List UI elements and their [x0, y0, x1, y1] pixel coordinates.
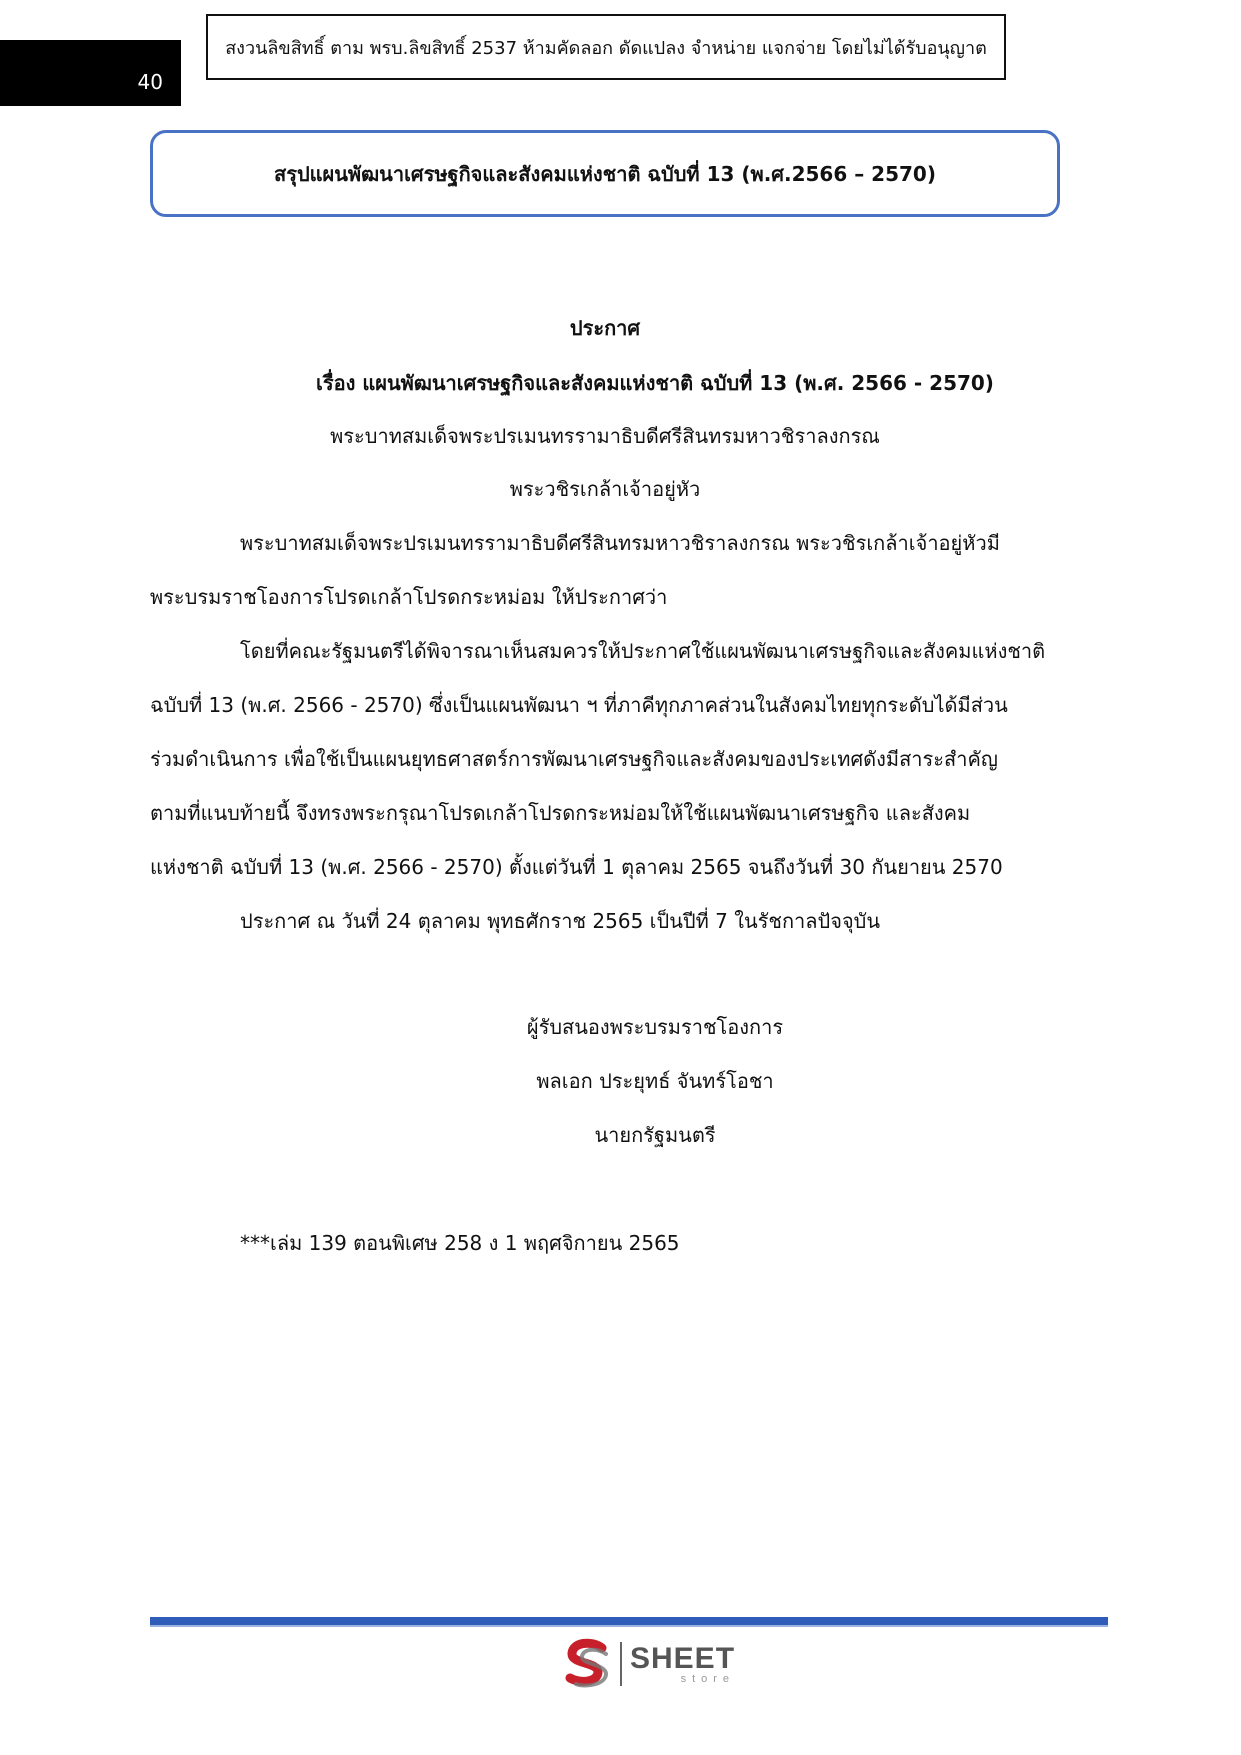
paragraph-2-line-2: ฉบับที่ 13 (พ.ศ. 2566 - 2570) ซึ่งเป็นแผนพัฒนา ฯ ที่ภาคีทุกภาคส่วนในสังคมไทยทุกระดับได้มีส่วน — [150, 693, 1008, 717]
paragraph-2-line-1: โดยที่คณะรัฐมนตรีได้พิจารณาเห็นสมควรให้ประกาศใช้แผนพัฒนาเศรษฐกิจและสังคมแห่งชาติ — [240, 639, 1046, 663]
logo-divider — [620, 1642, 622, 1686]
sheet-store-s-icon — [562, 1638, 614, 1690]
document-title-box — [150, 130, 1060, 217]
sheet-store-logo — [562, 1638, 735, 1690]
announcement-subject: เรื่อง แผนพัฒนาเศรษฐกิจและสังคมแห่งชาติ ฉบับที่ 13 (พ.ศ. 2566 - 2570) — [316, 371, 994, 395]
countersign-line-1: ผู้รับสนองพระบรมราชโองการ — [526, 1015, 784, 1039]
king-title-line-2: พระวชิรเกล้าเจ้าอยู่หัว — [509, 477, 701, 501]
paragraph-2-line-5: แห่งชาติ ฉบับที่ 13 (พ.ศ. 2566 - 2570) ตั้งแต่วันที่ 1 ตุลาคม 2565 จนถึงวันที่ 30 กันยายน 2570 — [150, 855, 1003, 879]
gazette-reference: ***เล่ม 139 ตอนพิเศษ 258 ง 1 พฤศจิกายน 2565 — [240, 1231, 680, 1255]
footer-rule — [150, 1617, 1108, 1627]
document-title: สรุปแผนพัฒนาเศรษฐกิจและสังคมแห่งชาติ ฉบับที่ 13 (พ.ศ.2566 – 2570) — [274, 161, 936, 186]
paragraph-2-line-3: ร่วมดำเนินการ เพื่อใช้เป็นแผนยุทธศาสตร์การพัฒนาเศรษฐกิจและสังคมของประเทศดังมีสาระสำคัญ — [150, 747, 998, 771]
king-title-line-1: พระบาทสมเด็จพระปรเมนทรรามาธิบดีศรีสินทรมหาวชิราลงกรณ — [330, 424, 880, 448]
logo-brand-text: SHEET — [630, 1641, 736, 1675]
paragraph-1-line-1: พระบาทสมเด็จพระปรเมนทรรามาธิบดีศรีสินทรมหาวชิราลงกรณ พระวชิรเกล้าเจ้าอยู่หัวมี — [240, 531, 1000, 555]
logo-sub-text: store — [680, 1672, 736, 1685]
paragraph-2-line-4: ตามที่แนบท้ายนี้ จึงทรงพระกรุณาโปรดเกล้าโปรดกระหม่อมให้ใช้แผนพัฒนาเศรษฐกิจ และสังคม — [150, 801, 971, 825]
announcement-heading: ประกาศ — [569, 316, 641, 340]
page-number-block — [0, 40, 181, 106]
countersign-name: พลเอก ประยุทธ์ จันทร์โอชา — [536, 1069, 774, 1093]
announcement-date: ประกาศ ณ วันที่ 24 ตุลาคม พุทธศักราช 2565 เป็นปีที่ 7 ในรัชกาลปัจจุบัน — [240, 909, 881, 933]
paragraph-1-line-2: พระบรมราชโองการโปรดเกล้าโปรดกระหม่อม ให้ประกาศว่า — [150, 585, 668, 609]
copyright-notice-box — [206, 14, 1006, 80]
countersign-position: นายกรัฐมนตรี — [594, 1123, 716, 1147]
copyright-notice: สงวนลิขสิทธิ์ ตาม พรบ.ลิขสิทธิ์ 2537 ห้ามคัดลอก ดัดแปลง จำหน่าย แจกจ่าย โดยไม่ได้รับอนุญาต — [225, 37, 987, 59]
page-number: 40 — [137, 70, 163, 94]
